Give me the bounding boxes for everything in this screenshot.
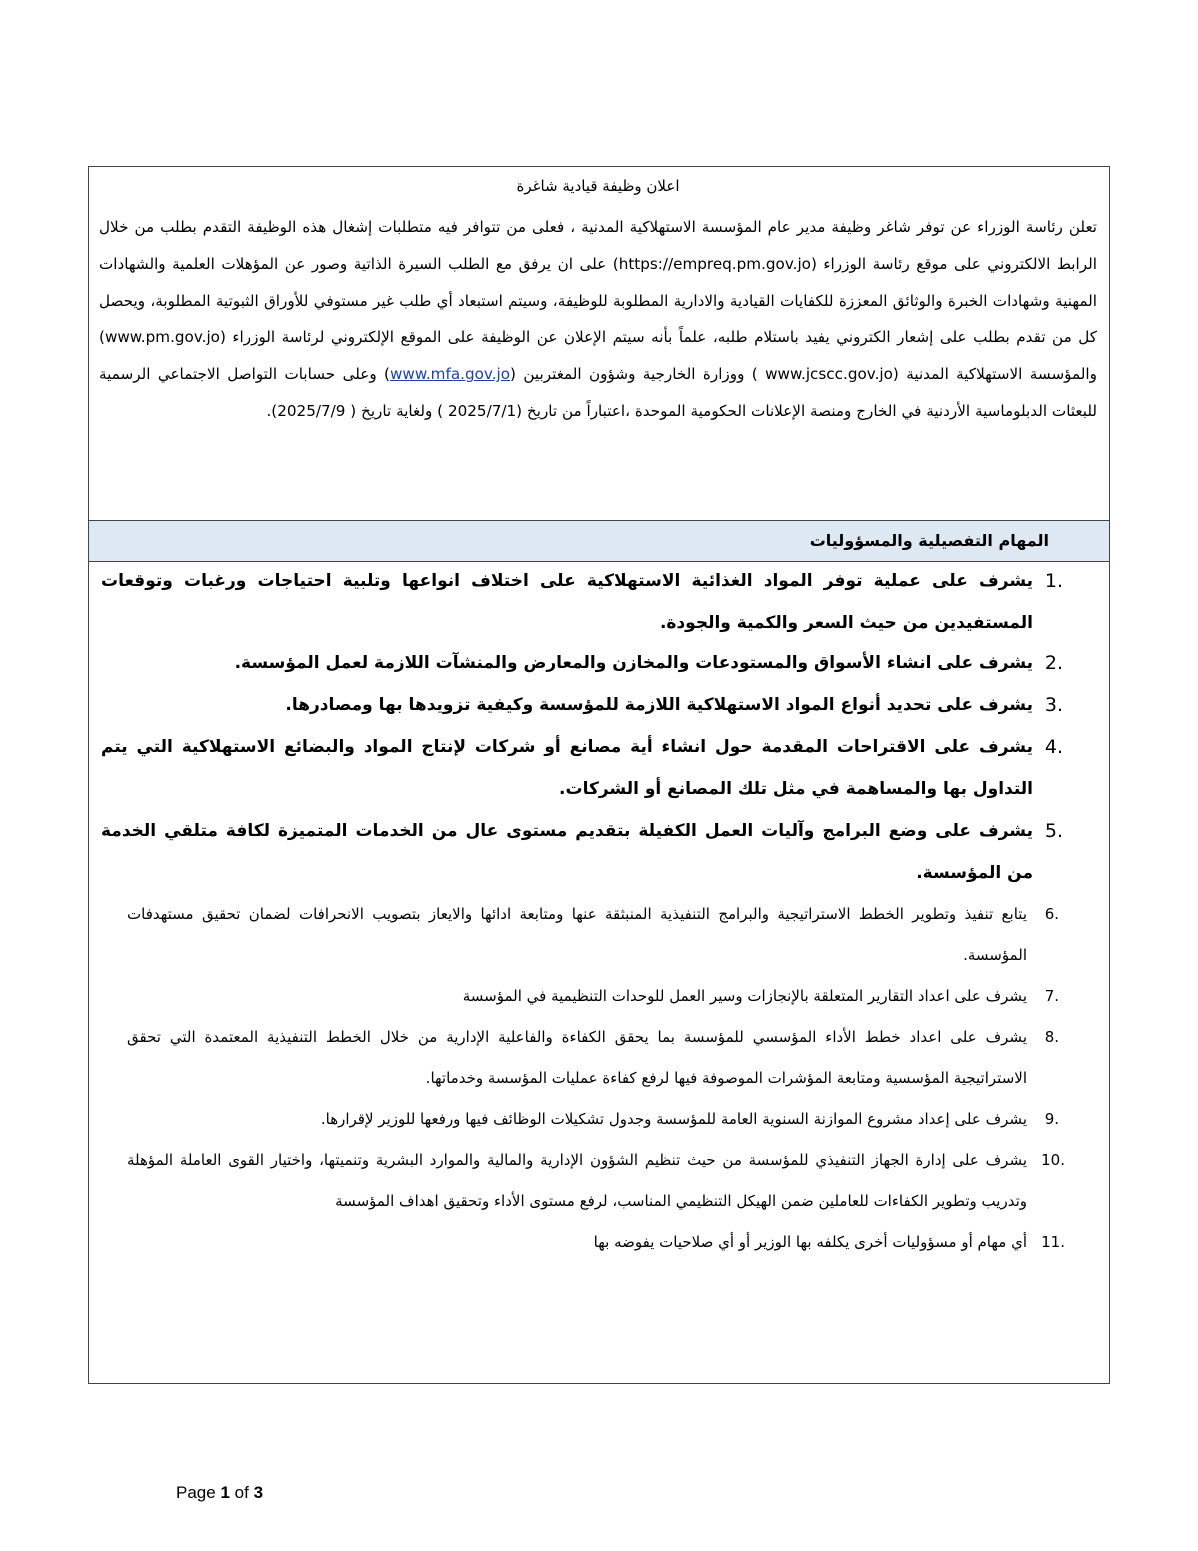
task-number: 1. (1044, 570, 1063, 592)
task-item-7 (89, 976, 1109, 1017)
task-text: يشرف على انشاء الأسواق والمستودعات والمخازن والمعارض والمنشآت اللازمة لعمل المؤسسة. (234, 653, 1033, 673)
task-item-9 (89, 1099, 1109, 1140)
task-text: يشرف على الاقتراحات المقدمة حول انشاء أية مصانع أو شركات لإنتاج المواد والبضائع الاستهلاكية التي يتم التداول بها والمساهمة في مثل تلك المصانع أو الشركات. (101, 737, 1033, 799)
page-footer (176, 1483, 263, 1503)
announcement-frame (88, 166, 1110, 1384)
mfa-link[interactable]: www.mfa.gov.jo (389, 365, 511, 384)
task-number: 6. (1044, 905, 1059, 923)
section-heading: المهام التفصيلية والمسؤوليات (89, 521, 1109, 562)
task-number: 10. (1041, 1151, 1065, 1169)
task-item-2 (89, 642, 1109, 684)
task-text: يشرف على وضع البرامج وآليات العمل الكفيلة بتقديم مستوى عال من الخدمات المتميزة لكافة متلقي الخدمة من المؤسسة. (101, 821, 1033, 883)
task-number: 5. (1044, 820, 1063, 842)
task-item-11 (89, 1222, 1109, 1263)
task-item-6 (89, 894, 1109, 976)
announcement-intro (89, 167, 1109, 521)
footer-page-word: Page (176, 1483, 216, 1502)
task-number: 11. (1041, 1233, 1065, 1251)
task-item-5 (89, 810, 1109, 894)
task-number: 7. (1044, 987, 1059, 1005)
task-number: 3. (1044, 694, 1063, 716)
task-text: يشرف على إعداد مشروع الموازنة السنوية العامة للمؤسسة وجدول تشكيلات الوظائف فيها ورفعها للوزير لإقرارها. (320, 1110, 1027, 1128)
footer-of-word: of (234, 1483, 249, 1502)
task-item-10 (89, 1140, 1109, 1222)
task-text: يشرف على تحديد أنواع المواد الاستهلاكية اللازمة للمؤسسة وكيفية تزويدها بها ومصادرها. (285, 695, 1033, 715)
task-item-8 (89, 1017, 1109, 1099)
task-text: يتابع تنفيذ وتطوير الخطط الاستراتيجية والبرامج التنفيذية المنبثقة عنها ومتابعة ادائها والايعاز بتصويب الانحرافات لضمان تحقيق مستهدفات المؤسسة. (127, 905, 1027, 964)
task-text: يشرف على إدارة الجهاز التنفيذي للمؤسسة من حيث تنظيم الشؤون الإدارية والمالية والموارد البشرية وتنميتها، واختيار القوى العاملة المؤهلة وتدريب وتطوير الكفاءات للعاملين ضمن الهيكل التنظيمي المناسب، لرفع مستوى الأداء وتحقيق اهداف المؤسسة (127, 1151, 1027, 1210)
announcement-body-part2: ) وعلى حسابات التواصل الاجتماعي الرسمية للبعثات الدبلوماسية الأردنية في الخارج ومنصة الإعلانات الحكومية الموحدة ،اعتباراً من تاريخ (2025/7/1 ) ولغاية تاريخ ( 2025/7/9). (99, 365, 1097, 420)
footer-total-pages: 3 (253, 1483, 264, 1502)
task-text: يشرف على عملية توفر المواد الغذائية الاستهلاكية على اختلاف انواعها وتلبية احتياجات ورغبات وتوقعات المستفيدين من حيث السعر والكمية والجودة. (101, 571, 1033, 633)
task-item-4 (89, 726, 1109, 810)
task-item-1 (89, 560, 1109, 644)
task-number: 9. (1044, 1110, 1059, 1128)
task-list (89, 563, 1109, 1263)
task-number: 4. (1044, 736, 1063, 758)
task-number: 2. (1044, 652, 1063, 674)
announcement-body (99, 209, 1097, 430)
footer-current-page: 1 (220, 1483, 230, 1502)
task-number: 8. (1044, 1028, 1059, 1046)
task-text: يشرف على اعداد خطط الأداء المؤسسي للمؤسسة بما يحقق الكفاءة والفاعلية الإدارية من خلال الخطط التنفيذية المعتمدة التي تحقق الاستراتيجية المؤسسية ومتابعة المؤشرات الموصوفة فيها لرفع كفاءة عمليات المؤسسة وخدماتها. (127, 1028, 1027, 1087)
announcement-body-part1: تعلن رئاسة الوزراء عن توفر شاغر وظيفة مدير عام المؤسسة الاستهلاكية المدنية ، فعلى من تتوافر فيه متطلبات إشغال هذه الوظيفة التقدم بطلب من خلال الرابط الالكتروني على موقع رئاسة الوزراء (https://empreq.pm.gov.jo) على ان يرفق مع الطلب السيرة الذاتية وصور عن المؤهلات العلمية والشهادات المهنية وشهادات الخبرة والوثائق المعززة للكفايات القيادية والادارية المطلوبة للوظيفة، وسيتم استبعاد أي طلب غير مستوفي للأوراق الثبوتية المطلوبة، ويحصل كل من تقدم بطلب على إشعار الكتروني يفيد باستلام طلبه، علماً بأنه سيتم الإعلان عن الوظيفة على الموقع الإلكتروني لرئاسة الوزراء (www.pm.gov.jo) والمؤسسة الاستهلاكية المدنية (www.jcscc.gov.jo ) ووزارة الخارجية وشؤون المغتربين ( (99, 218, 1097, 384)
announcement-title: اعلان وظيفة قيادية شاغرة (516, 177, 680, 195)
task-text: أي مهام أو مسؤوليات أخرى يكلفه بها الوزير أو أي صلاحيات يفوضه بها (593, 1233, 1027, 1251)
task-item-3 (89, 684, 1109, 726)
task-text: يشرف على اعداد التقارير المتعلقة بالإنجازات وسير العمل للوحدات التنظيمية في المؤسسة (462, 987, 1027, 1005)
